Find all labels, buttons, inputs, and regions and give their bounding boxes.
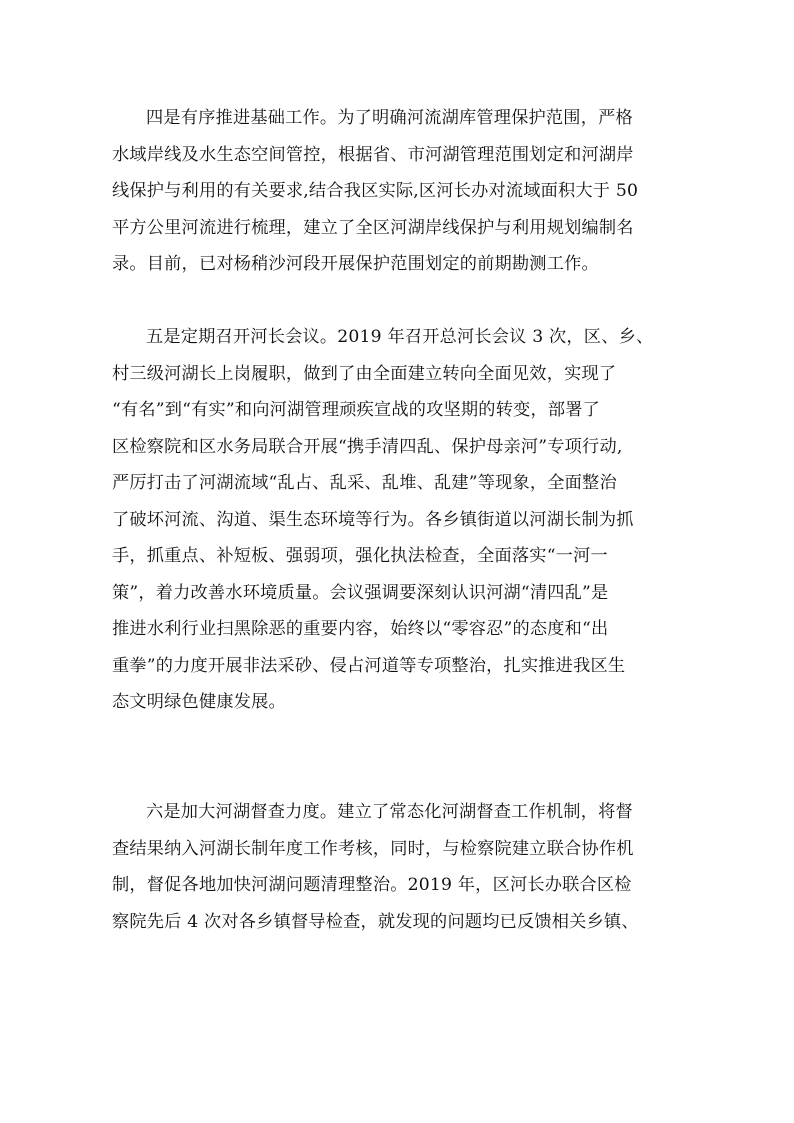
text-line: 态文明绿色健康发展。 xyxy=(112,692,286,712)
text-line: 六是加大河湖督查力度。建立了常态化河湖督查工作机制，将督 xyxy=(146,802,633,822)
text-line: 察院先后 4 次对各乡镇督导检查，就发现的问题均已反馈相关乡镇、 xyxy=(112,911,639,932)
text-line: 重拳”的力度开展非法采砂、侵占河道等专项整治，扎实推进我区生 xyxy=(112,655,626,676)
text-line: 区检察院和区水务局联合开展“携手清四乱、保护母亲河”专项行动, xyxy=(112,436,623,457)
text-line: 四是有序推进基础工作。为了明确河流湖库管理保护范围，严格 xyxy=(146,108,633,128)
text-line: 制，督促各地加快河湖问题清理整治。2019 年，区河长办联合区检 xyxy=(112,875,632,895)
text-line: 查结果纳入河湖长制年度工作考核，同时，与检察院建立联合协作机 xyxy=(112,838,634,859)
text-line: 线保护与利用的有关要求,结合我区实际,区河长办对流域面积大于 50 xyxy=(112,181,639,201)
text-line: 五是定期召开河长会议。2019 年召开总河长会议 3 次，区、乡、 xyxy=(146,327,654,347)
paragraph-river-chief-meetings xyxy=(112,319,687,721)
text-line: 策”，着力改善水环境质量。会议强调要深刻认识河湖“清四乱”是 xyxy=(112,582,609,603)
text-line: 村三级河湖长上岗履职，做到了由全面建立转向全面见效，实现了 xyxy=(112,363,617,384)
text-line: 录。目前，已对杨稍沙河段开展保护范围划定的前期勘测工作。 xyxy=(112,254,599,274)
text-line: 平方公里河流进行梳理，建立了全区河湖岸线保护与利用规划编制名 xyxy=(112,217,634,238)
text-line: “有名”到“有实”和向河湖管理顽疾宣战的攻坚期的转变，部署了 xyxy=(112,400,601,420)
paragraph-basic-work xyxy=(112,100,687,283)
text-line: 水域岸线及水生态空间管控，根据省、市河湖管理范围划定和河湖岸 xyxy=(112,144,634,165)
text-line: 严厉打击了河湖流域“乱占、乱采、乱堆、乱建”等现象，全面整治 xyxy=(112,473,617,493)
text-line: 手，抓重点、补短板、强弱项，强化执法检查，全面落实“一河一 xyxy=(112,546,608,566)
text-line: 了破坏河流、沟道、渠生态环境等行为。各乡镇街道以河湖长制为抓 xyxy=(112,509,634,530)
paragraph-supervision xyxy=(112,794,687,940)
text-line: 推进水利行业扫黑除恶的重要内容，始终以“零容忍”的态度和“出 xyxy=(112,619,609,639)
